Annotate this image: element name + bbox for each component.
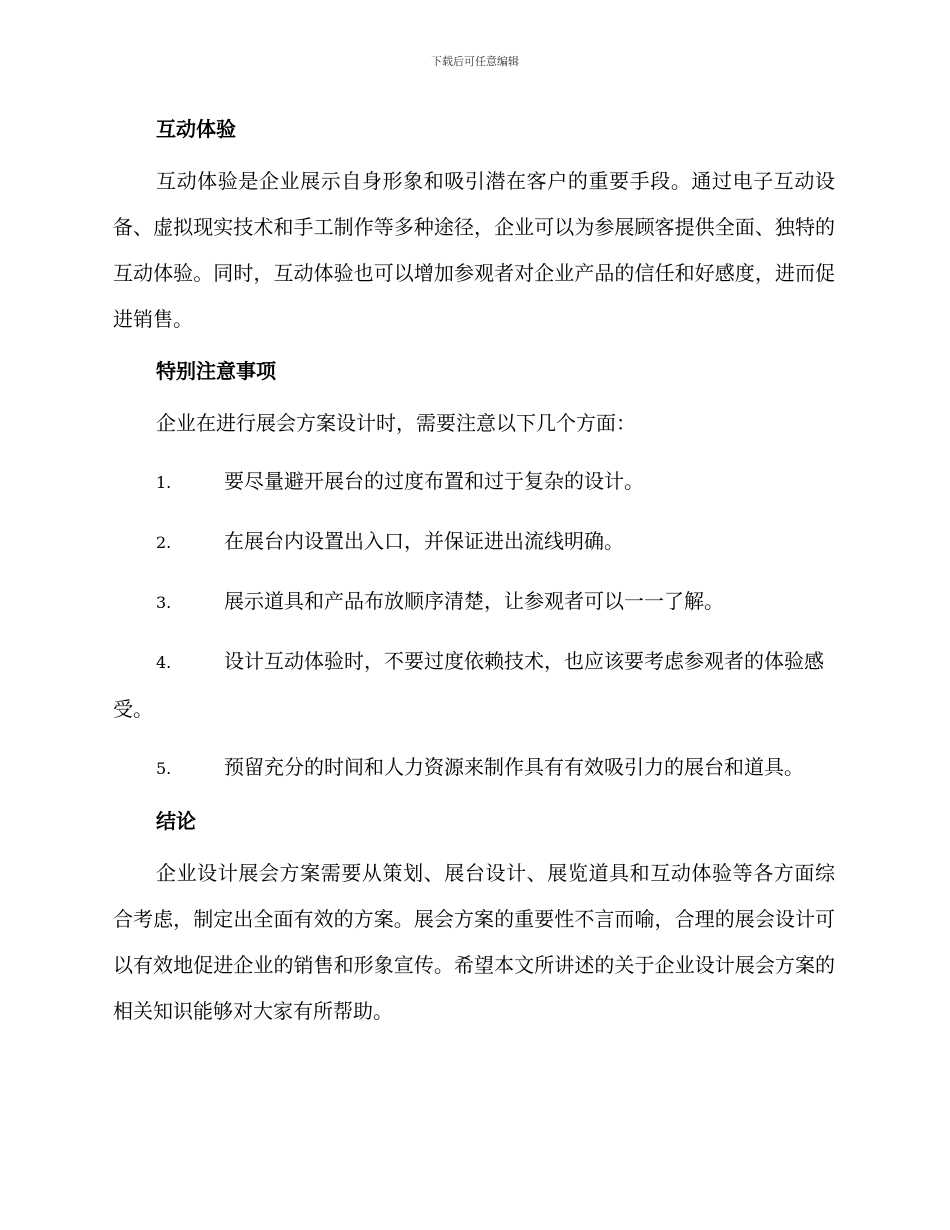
- list-item-number: 4.: [156, 653, 172, 672]
- page-header: 下载后可任意编辑: [431, 55, 519, 68]
- interactive-paragraph: 互动体验是企业展示自身形象和吸引潜在客户的重要手段。通过电子互动设备、虚拟现实技术和手工制作等多种途径，企业可以为参展顾客提供全面、独特的互动体验。同时，互动体验也可以增加参观者对企业产品的信任和好感度，进而促进销售。: [113, 169, 835, 331]
- section-heading-notes: 特别注意事项: [156, 359, 276, 383]
- list-item: [113, 458, 835, 506]
- section-heading-conclusion: 结论: [156, 809, 196, 833]
- document-body: [113, 112, 835, 1034]
- list-item: [113, 518, 835, 566]
- list-item-number: 3.: [156, 593, 172, 612]
- conclusion-paragraph: 企业设计展会方案需要从策划、展台设计、展览道具和互动体验等各方面综合考虑，制定出全面有效的方案。展会方案的重要性不言而喻，合理的展会设计可以有效地促进企业的销售和形象宣传。希望本文所讲述的关于企业设计展会方案的相关知识能够对大家有所帮助。: [113, 861, 835, 1023]
- list-item-text: 预留充分的时间和人力资源来制作具有有效吸引力的展台和道具。: [224, 755, 804, 779]
- list-item-number: 2.: [156, 533, 172, 552]
- list-item-text: 展示道具和产品布放顺序清楚，让参观者可以一一了解。: [224, 589, 724, 613]
- list-item-text: 设计互动体验时，不要过度依赖技术，也应该要考虑参观者的体验感受。: [113, 649, 824, 721]
- section-heading-interactive: 互动体验: [156, 117, 236, 141]
- list-item-text: 在展台内设置出入口，并保证进出流线明确。: [224, 529, 624, 553]
- list-item-text: 要尽量避开展台的过度布置和过于复杂的设计。: [224, 469, 644, 493]
- list-item-number: 5.: [156, 759, 172, 778]
- list-item: [113, 578, 835, 626]
- notes-intro: 企业在进行展会方案设计时，需要注意以下几个方面：: [156, 411, 636, 435]
- list-item: [113, 744, 835, 792]
- list-item: [113, 638, 835, 732]
- list-item-number: 1.: [156, 473, 172, 492]
